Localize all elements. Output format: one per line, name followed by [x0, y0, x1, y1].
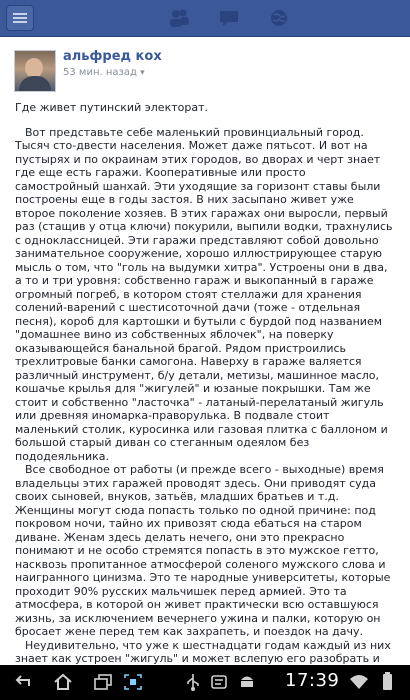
- battery-icon: [376, 672, 398, 692]
- menu-icon[interactable]: [6, 5, 34, 31]
- globe-icon[interactable]: [268, 8, 290, 28]
- messages-icon[interactable]: [218, 8, 240, 28]
- recent-apps-icon[interactable]: [92, 672, 114, 692]
- top-bar: [0, 0, 410, 37]
- post-meta[interactable]: [63, 67, 145, 78]
- friends-icon[interactable]: [168, 8, 190, 28]
- back-icon[interactable]: [12, 672, 34, 692]
- system-bar: [0, 665, 410, 700]
- post-card: [0, 37, 410, 665]
- clock: 17:39: [285, 670, 340, 691]
- post-paragraph: Неудивительно, что уже к шестнадцати годам каждый из них знает как устроен "жигуль" и может вслепую его разобрать и: [15, 638, 391, 665]
- post-title: Где живет путинский электорат.: [15, 101, 208, 114]
- post-paragraph: Все свободное от работы (и прежде всего - выходные) время владельцы этих гаражей проводят здесь. Они приводят суда своих сыновей, внуков, затьёв, младших братьев и т.д. Женщины могут сюда попасть только по одной причине: под покровом ночи, тайно их привозят сюда ебаться на старом диване. Женам здесь делать нечего, они это прекрасно понимают и не особо стремятся попасть в это мужское гетто, насквозь пропитанное атмосферой соленого мужского слова и наигранного цинизма. Это те народные университеты, которые проходит 90% русских мальчишек перед армией. Это та атмосфера, в которой он живет практически всю оставшуюся жизнь, за исключением вечернего ужина и палки, которую он бросает жене перед тем как захрапеть, и поездок на дачу.: [15, 463, 391, 638]
- chevron-down-icon[interactable]: ▾: [140, 68, 145, 78]
- home-icon[interactable]: [52, 672, 74, 692]
- android-icon: [236, 672, 258, 692]
- post-header: [14, 48, 394, 92]
- post-paragraph: Вот представьте себе маленький провинциальный город. Тысяч сто-двести населения. Может даже пятьсот. И вот на пустырях и по окраинам этих городов, во дворах и черт знает где еще есть гаражи. Кооперативные или просто самостройный шанхай. Эти уходящие за горизонт ставы были построены еще в годы застоя. В них засыпано живет уже второе поколение хозяев. В этих гаражах они выросли, первый раз (стащив у отца ключи) покурили, выпили водки, трахнулись с одноклассницей. Эти гаражи представляют собой довольно занимательное сооружение, хорошо иллюстрирующее старую мысль о том, что "голь на выдумки хитра". Устроены они в два, а то и три уровня: собственно гараж и выкопанный в гараже огромный погреб, в котором стоят стеллажи для хранения солений-варений с шестисоточной дачи (тоже - отдельная песня), короб для картошки и бутыли с бурдой под названием "домашнее вино из собственных яблочек", на поверку оказывающейся банальной брагой. Рядом пристроились трехлитровые банки самогона. Наверху в гараже валяется различный инструмент, б/у детали, метизы, машинное масло, кошачье крылья для "жигулей" и юзаные покрышки. Там же стоит и собственно "ласточка" - латаный-перелатаный жигуль или древняя иномарка-праворулька. В подвале стоит маленький столик, куросинка или газовая плитка с баллоном и большой старый диван со стеганным одеялом без пододеяльника.: [15, 125, 393, 463]
- post-text: [15, 95, 393, 665]
- usb-icon: [182, 672, 204, 692]
- wifi-icon: [348, 672, 370, 692]
- avatar[interactable]: [14, 50, 56, 92]
- notification-icon: [208, 672, 230, 692]
- screenshot-icon[interactable]: [122, 672, 144, 692]
- post-time: 53 мин. назад: [63, 67, 137, 78]
- author-name[interactable]: альфред кох: [63, 49, 162, 64]
